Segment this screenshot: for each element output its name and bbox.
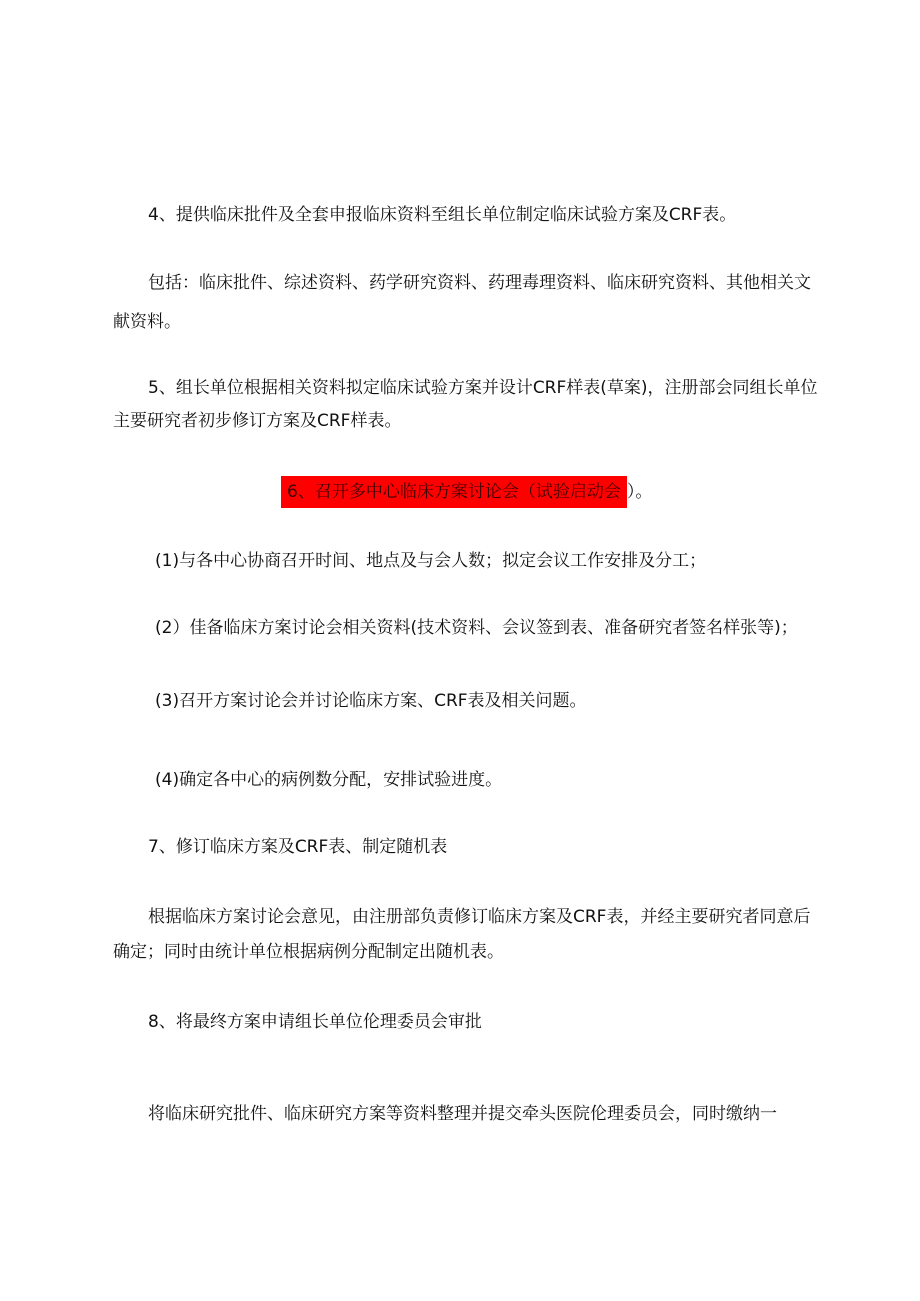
- item6-heading: [281, 476, 652, 508]
- item6-sub4: (4)确定各中心的病例数分配，安排试验进度。: [155, 770, 503, 790]
- item5-line2: 主要研究者初步修订方案及CRF样表。: [113, 411, 402, 431]
- item7-title: 7、修订临床方案及CRF表、制定随机表: [148, 837, 448, 857]
- item7-line1: 根据临床方案讨论会意见，由注册部负责修订临床方案及CRF表，并经主要研究者同意后: [148, 907, 811, 927]
- item6-heading-tail: ）。: [626, 482, 653, 502]
- item4-detail-line2: 献资料。: [113, 312, 181, 332]
- item6-sub2: (2）佳备临床方案讨论会相关资料(技术资料、会议签到表、准备研究者签名样张等)；: [155, 618, 798, 638]
- item6-sub3: (3)召开方案讨论会并讨论临床方案、CRF表及相关问题。: [155, 691, 587, 711]
- item6-heading-highlighted: 6、召开多中心临床方案讨论会（试验启动会: [281, 476, 627, 508]
- item4-title: 4、提供临床批件及全套申报临床资料至组长单位制定临床试验方案及CRF表。: [148, 205, 737, 225]
- item6-sub1: (1)与各中心协商召开时间、地点及与会人数；拟定会议工作安排及分工；: [155, 551, 707, 571]
- item5-line1: 5、组长单位根据相关资料拟定临床试验方案并设计CRF样表(草案)，注册部会同组长单位: [148, 378, 818, 398]
- item7-line2: 确定；同时由统计单位根据病例分配制定出随机表。: [113, 942, 504, 962]
- item8-line1: 将临床研究批件、临床研究方案等资料整理并提交牵头医院伦理委员会，同时缴纳一: [148, 1104, 777, 1124]
- item4-detail-line1: 包括：临床批件、综述资料、药学研究资料、药理毒理资料、临床研究资料、其他相关文: [148, 273, 811, 293]
- item8-title: 8、将最终方案申请组长单位伦理委员会审批: [148, 1012, 482, 1032]
